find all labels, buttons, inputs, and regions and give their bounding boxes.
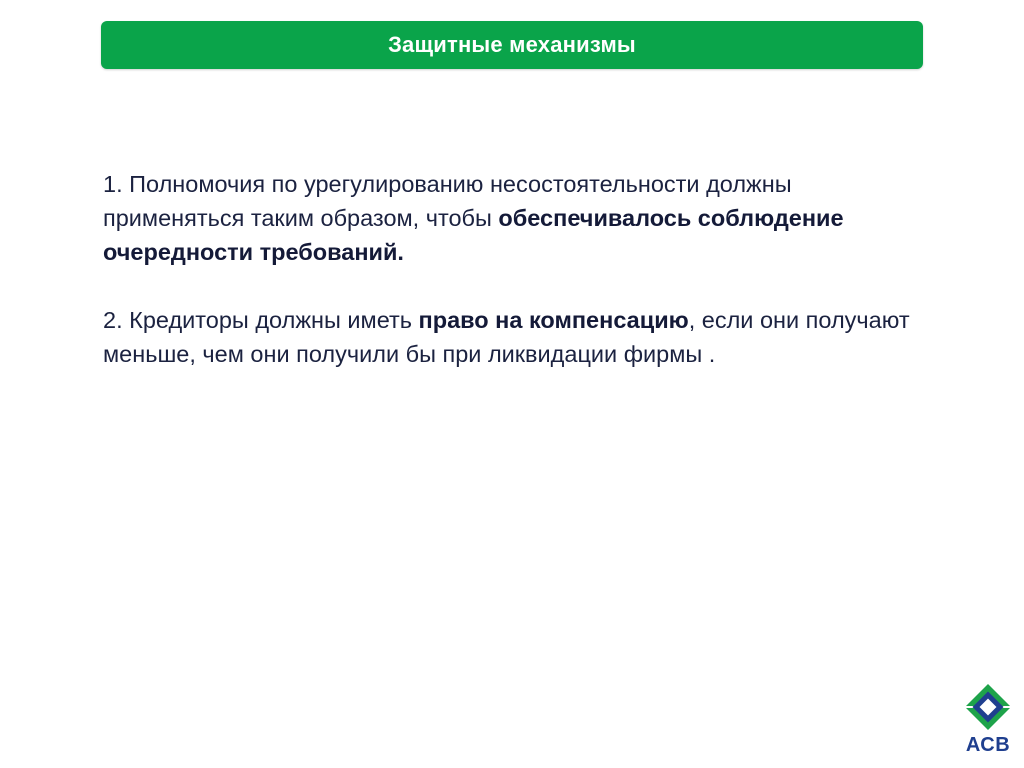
logo-text: АСВ <box>965 734 1011 756</box>
point-2-text: 2. Кредиторы должны иметь <box>103 307 419 333</box>
point-1-emphasis: обеспечивалось соблюдение очередности требований. <box>103 205 844 265</box>
point-2-emphasis: право на компенсацию <box>418 307 689 333</box>
point-2-tail: , если они получают меньше, чем они получили бы при ликвидации фирмы . <box>103 307 910 367</box>
point-2 <box>103 303 933 371</box>
slide-title: Защитные механизмы <box>388 32 636 57</box>
title-bar <box>101 21 923 69</box>
point-1-text: 1. Полномочия по урегулированию несостоятельности должны применяться таким образом, чтобы <box>103 171 792 231</box>
asv-logo <box>958 682 1018 762</box>
slide-content <box>103 167 933 371</box>
point-1 <box>103 167 933 269</box>
asv-logo-icon <box>961 682 1015 732</box>
